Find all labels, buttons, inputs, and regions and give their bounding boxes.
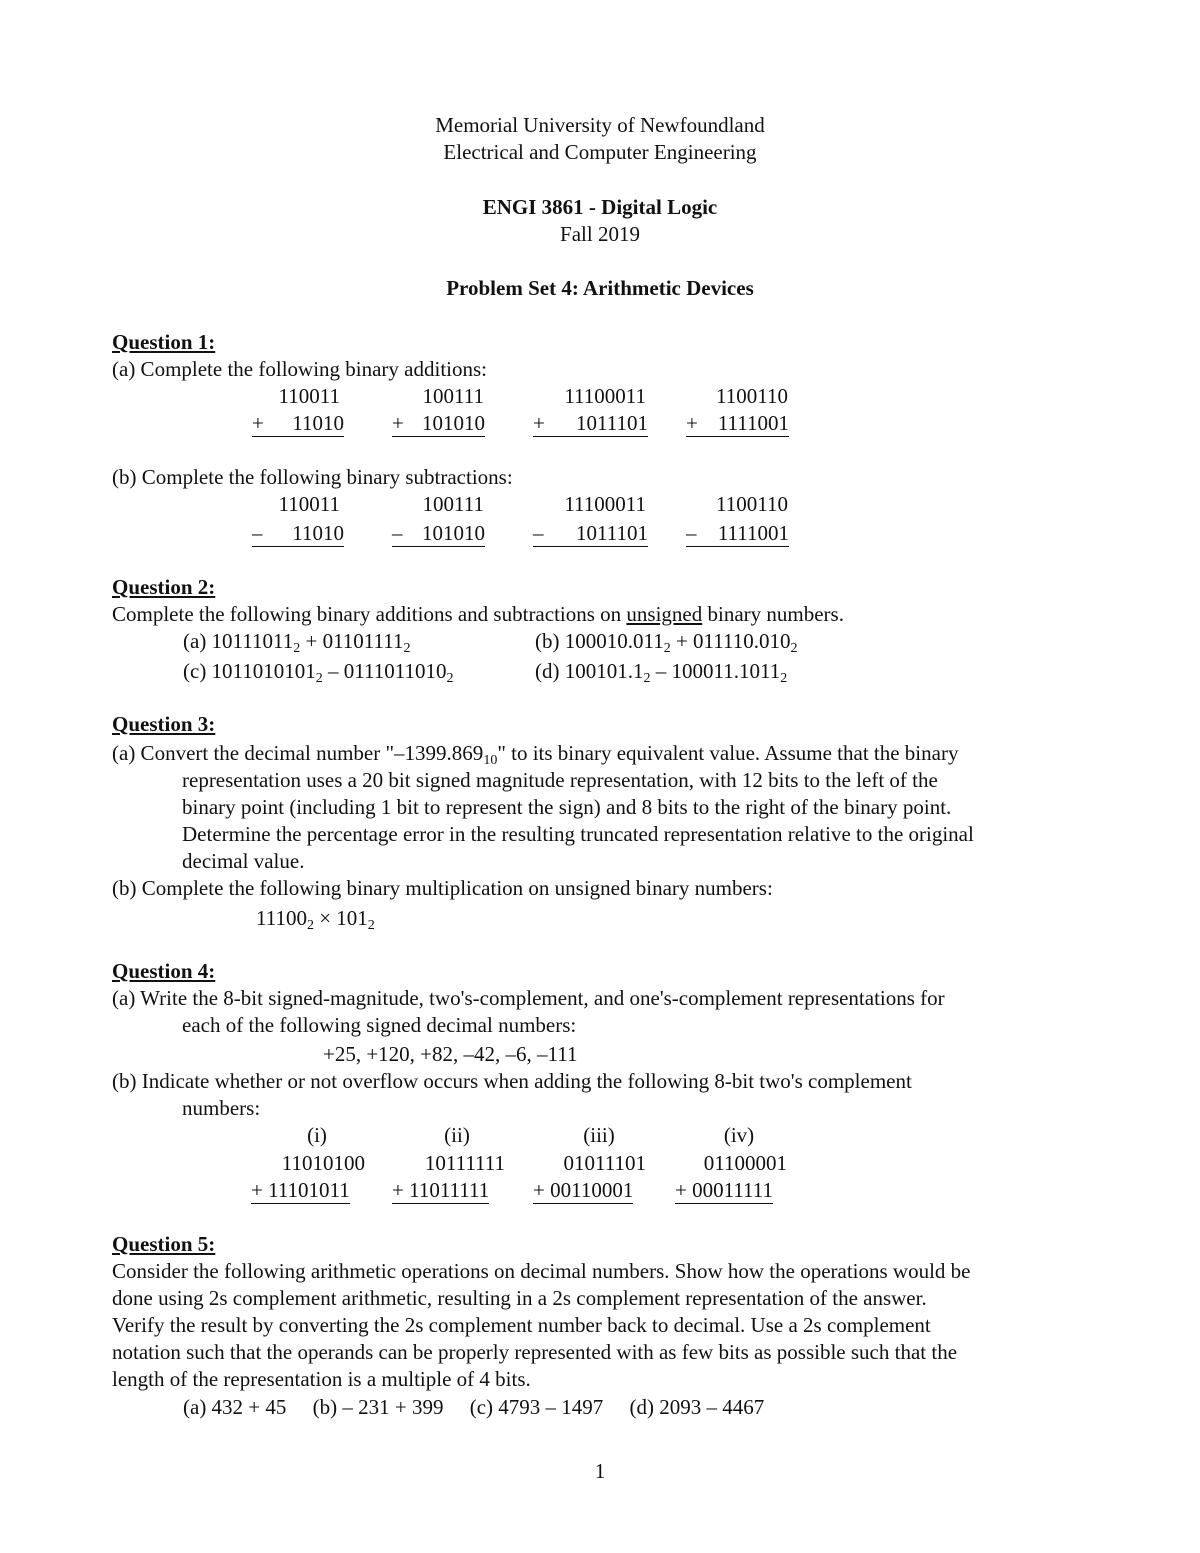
course-title: ENGI 3861 - Digital Logic [482, 195, 718, 219]
operand: 1011101 [576, 521, 648, 545]
base-subscript: 2 [315, 671, 323, 686]
q2-heading: Question 2: [112, 575, 216, 599]
q4-a-values: +25, +120, +82, –42, –6, –111 [323, 1042, 578, 1066]
operator: – [533, 521, 544, 545]
operand-1: 11100 [256, 906, 307, 930]
q1-add-bottom-3 [533, 410, 648, 437]
q2-intro-emphasis: unsigned [626, 602, 703, 626]
q4-b-line-1: (b) Indicate whether or not overflow occurs when adding the following 8-bit two's complement [112, 1069, 912, 1093]
q1-add-top-3: 11100011 [564, 384, 646, 408]
operand-2: × 101 [313, 906, 368, 930]
operand: 1111001 [717, 411, 789, 435]
base-subscript: 2 [643, 671, 651, 686]
q5-line-2: done using 2s complement arithmetic, resulting in a 2s complement representation of the answer. [112, 1286, 927, 1310]
q4-b-bottom-iv: + 00011111 [675, 1178, 773, 1202]
base-subscript: 2 [306, 918, 314, 933]
q4-a-line-2: each of the following signed decimal numbers: [182, 1013, 577, 1037]
operator: + [533, 411, 545, 435]
base-subscript: 10 [483, 753, 498, 768]
q4-b-bottom-iii: + 00110001 [533, 1178, 634, 1202]
q4-b-top-ii: 10111111 [424, 1151, 505, 1175]
q1-b-prompt: (b) Complete the following binary subtractions: [112, 465, 513, 489]
q3-b-expression [256, 905, 375, 931]
operand-1: (d) 100101.1 [535, 659, 644, 683]
q5-line-5: length of the representation is a multiple of 4 bits. [112, 1367, 531, 1391]
q1-sub-top-3: 11100011 [564, 492, 646, 516]
q4-b-bottom-i: + 11101011 [251, 1178, 350, 1202]
q4-b-label-iv: (iv) [723, 1123, 755, 1147]
q2-part-a [183, 628, 410, 654]
operator: – [252, 521, 263, 545]
q3-a-text: (a) Convert the decimal number "–1399.869 [112, 741, 484, 765]
base-subscript: 2 [367, 918, 375, 933]
operand: 1111001 [717, 521, 789, 545]
q1-sub-bottom-4 [686, 520, 789, 547]
operand-2: + 011110.010 [670, 629, 791, 653]
operand: 101010 [422, 411, 485, 435]
q2-intro [112, 601, 844, 627]
operand-1: (a) 10111011 [183, 629, 294, 653]
q4-b-label-i: (i) [307, 1123, 327, 1147]
q4-a-line-1: (a) Write the 8-bit signed-magnitude, two's-complement, and one's-complement representations for [112, 986, 945, 1010]
base-subscript: 2 [663, 641, 671, 656]
q1-add-bottom-1 [252, 410, 344, 437]
operand: 11010 [292, 521, 344, 545]
q1-sub-bottom-2 [392, 520, 485, 547]
q2-part-c [183, 658, 453, 684]
operator: – [392, 521, 403, 545]
q4-heading: Question 4: [112, 959, 216, 983]
base-subscript: 2 [446, 671, 454, 686]
q1-add-bottom-4 [686, 410, 789, 437]
university-name: Memorial University of Newfoundland [435, 113, 765, 137]
q1-add-top-2: 100111 [422, 384, 484, 408]
operator: + [686, 411, 698, 435]
q2-part-d [535, 658, 787, 684]
q3-a-line-5: decimal value. [182, 849, 305, 873]
q2-intro-text: Complete the following binary additions and subtractions on [112, 602, 627, 626]
q4-b-top-iv: 01100001 [703, 1151, 787, 1175]
operand-2: – 0111011010 [322, 659, 447, 683]
operand-1: (b) 100010.011 [535, 629, 664, 653]
q4-b-label-ii: (ii) [444, 1123, 470, 1147]
page-number: 1 [594, 1459, 606, 1483]
base-subscript: 2 [780, 671, 788, 686]
q1-sub-top-2: 100111 [422, 492, 484, 516]
q1-sub-bottom-1 [252, 520, 344, 547]
operand: 1011101 [576, 411, 648, 435]
q2-intro-text-end: binary numbers. [702, 602, 844, 626]
department-name: Electrical and Computer Engineering [443, 140, 757, 164]
q1-add-bottom-2 [392, 410, 485, 437]
operand-2: – 100011.1011 [650, 659, 781, 683]
q1-add-top-1: 110011 [278, 384, 340, 408]
base-subscript: 2 [790, 641, 798, 656]
q3-a-line-3: binary point (including 1 bit to represent the sign) and 8 bits to the right of the binary point. [182, 795, 952, 819]
term: Fall 2019 [560, 222, 640, 246]
q2-part-b [535, 628, 797, 654]
q4-b-bottom-ii: + 11011111 [392, 1178, 490, 1202]
operand: 101010 [422, 521, 485, 545]
q3-a-text-end: " to its binary equivalent value. Assume that the binary [497, 741, 959, 765]
base-subscript: 2 [293, 641, 301, 656]
q4-b-top-i: 11010100 [281, 1151, 365, 1175]
q4-b-top-iii: 01011101 [563, 1151, 646, 1175]
q1-heading: Question 1: [112, 330, 216, 354]
q1-sub-bottom-3 [533, 520, 648, 547]
operand-1: (c) 1011010101 [183, 659, 316, 683]
q1-add-top-4: 1100110 [716, 384, 788, 408]
operator: – [686, 521, 697, 545]
q5-line-3: Verify the result by converting the 2s complement number back to decimal. Use a 2s complement [112, 1313, 931, 1337]
base-subscript: 2 [403, 641, 411, 656]
q5-parts: (a) 432 + 45 (b) – 231 + 399 (c) 4793 – 1497 (d) 2093 – 4467 [183, 1395, 765, 1419]
q3-heading: Question 3: [112, 712, 216, 736]
q1-sub-top-1: 110011 [278, 492, 340, 516]
q5-line-4: notation such that the operands can be properly represented with as few bits as possible such that the [112, 1340, 958, 1364]
q4-b-line-2: numbers: [182, 1096, 261, 1120]
q4-b-label-iii: (iii) [583, 1123, 615, 1147]
q1-a-prompt: (a) Complete the following binary additions: [112, 357, 488, 381]
q1-sub-top-4: 1100110 [716, 492, 788, 516]
q3-a-line-2: representation uses a 20 bit signed magnitude representation, with 12 bits to the left of the [182, 768, 938, 792]
operand: 11010 [292, 411, 344, 435]
problem-set-title: Problem Set 4: Arithmetic Devices [446, 276, 754, 300]
q3-a-line-4: Determine the percentage error in the resulting truncated representation relative to the original [182, 822, 974, 846]
operator: + [392, 411, 404, 435]
q5-heading: Question 5: [112, 1232, 216, 1256]
q5-line-1: Consider the following arithmetic operations on decimal numbers. Show how the operations would be [112, 1259, 971, 1283]
q3-b-line-1: (b) Complete the following binary multiplication on unsigned binary numbers: [112, 876, 773, 900]
q3-a-line-1 [112, 740, 958, 766]
operator: + [252, 411, 264, 435]
operand-2: + 01101111 [300, 629, 404, 653]
